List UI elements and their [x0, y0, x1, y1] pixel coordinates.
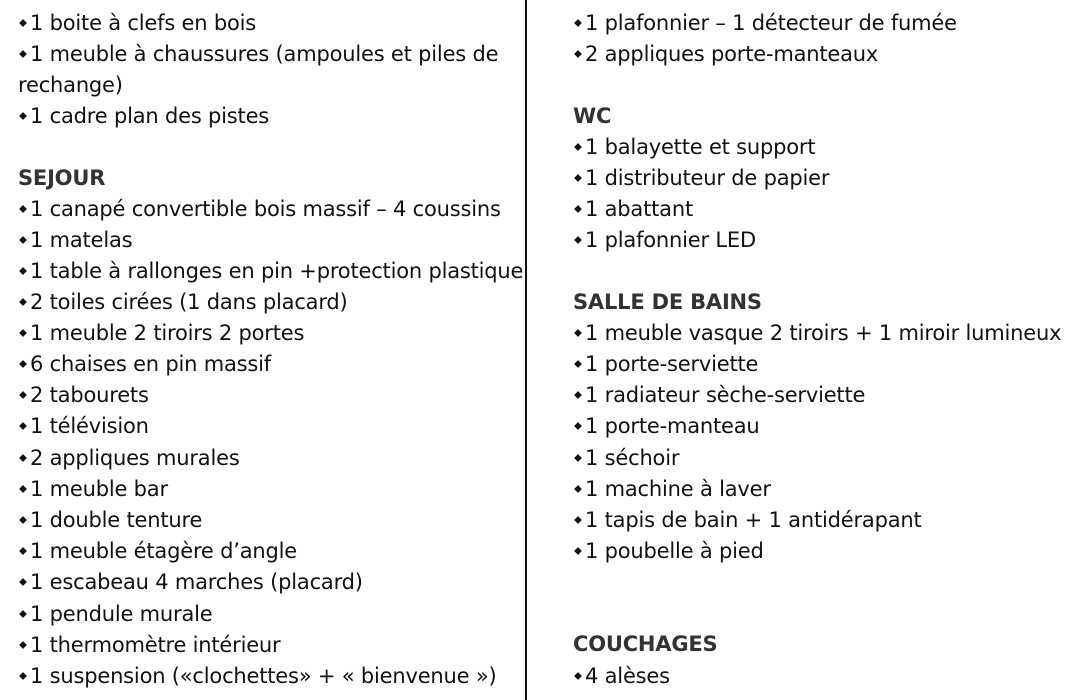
diamond-bullet-icon [574, 672, 582, 680]
item-text: 2 appliques porte-manteaux [585, 42, 879, 66]
left-list-item [18, 505, 202, 536]
left-list-item [18, 287, 348, 318]
left-list-item [18, 39, 498, 70]
left-list-item [18, 474, 168, 505]
diamond-bullet-icon [19, 298, 27, 306]
right-list-item [573, 163, 829, 194]
item-text: 4 alèses [585, 664, 670, 688]
item-text: 1 poubelle à pied [585, 539, 764, 563]
item-text: 1 séchoir [585, 446, 680, 470]
item-text: 1 abattant [585, 197, 693, 221]
item-text: 1 canapé convertible bois massif – 4 coussins [30, 197, 501, 221]
left-list-item [18, 411, 149, 442]
item-text: 1 meuble 2 tiroirs 2 portes [30, 321, 305, 345]
item-text: 1 distributeur de papier [585, 166, 830, 190]
left-list-item [18, 70, 123, 101]
diamond-bullet-icon [19, 329, 27, 337]
left-list-item [18, 567, 363, 598]
right-list-item [573, 225, 756, 256]
left-list-item [18, 661, 496, 692]
item-text: rechange) [18, 73, 123, 97]
left-list-item [18, 443, 240, 474]
left-list-item [18, 8, 256, 39]
diamond-bullet-icon [574, 547, 582, 555]
right-list-item [573, 8, 957, 39]
diamond-bullet-icon [19, 360, 27, 368]
item-text: 1 porte-manteau [585, 414, 760, 438]
left-section-heading [18, 163, 105, 194]
heading-text: SALLE DE BAINS [573, 290, 762, 314]
diamond-bullet-icon [19, 672, 27, 680]
item-text: 1 plafonnier LED [585, 228, 756, 252]
diamond-bullet-icon [19, 422, 27, 430]
right-list-item [573, 443, 679, 474]
right-list-item [573, 505, 922, 536]
item-text: 1 plafonnier – 1 détecteur de fumée [585, 11, 957, 35]
diamond-bullet-icon [574, 205, 582, 213]
right-list-item [573, 411, 760, 442]
diamond-bullet-icon [574, 19, 582, 27]
right-list-item [573, 380, 865, 411]
right-list-item [573, 349, 758, 380]
diamond-bullet-icon [19, 454, 27, 462]
column-divider [525, 0, 527, 700]
diamond-bullet-icon [574, 516, 582, 524]
item-text: 1 boite à clefs en bois [30, 11, 256, 35]
left-list-item [18, 380, 149, 411]
diamond-bullet-icon [574, 391, 582, 399]
right-list-item [573, 318, 1061, 349]
item-text: 1 meuble bar [30, 477, 168, 501]
heading-text: COUCHAGES [573, 632, 718, 656]
diamond-bullet-icon [19, 50, 27, 58]
item-text: 1 double tenture [30, 508, 203, 532]
heading-text: WC [573, 104, 612, 128]
left-list-item [18, 318, 304, 349]
heading-text: SEJOUR [18, 166, 106, 190]
right-list-item [573, 536, 764, 567]
diamond-bullet-icon [19, 485, 27, 493]
diamond-bullet-icon [19, 610, 27, 618]
diamond-bullet-icon [19, 641, 27, 649]
item-text: 1 balayette et support [585, 135, 816, 159]
diamond-bullet-icon [19, 205, 27, 213]
left-list-item [18, 630, 280, 661]
item-text: 1 radiateur sèche-serviette [585, 383, 866, 407]
item-text: 1 machine à laver [585, 477, 771, 501]
diamond-bullet-icon [19, 516, 27, 524]
right-list-item [573, 132, 815, 163]
left-list-item [18, 256, 523, 287]
diamond-bullet-icon [574, 143, 582, 151]
diamond-bullet-icon [19, 578, 27, 586]
left-list-item [18, 101, 269, 132]
diamond-bullet-icon [574, 360, 582, 368]
diamond-bullet-icon [19, 391, 27, 399]
item-text: 1 escabeau 4 marches (placard) [30, 570, 363, 594]
item-text: 2 toiles cirées (1 dans placard) [30, 290, 348, 314]
item-text: 1 meuble vasque 2 tiroirs + 1 miroir lumineux [585, 321, 1062, 345]
diamond-bullet-icon [574, 50, 582, 58]
item-text: 1 meuble étagère d’angle [30, 539, 297, 563]
left-list-item [18, 349, 271, 380]
item-text: 1 tapis de bain + 1 antidérapant [585, 508, 922, 532]
diamond-bullet-icon [19, 112, 27, 120]
diamond-bullet-icon [19, 547, 27, 555]
diamond-bullet-icon [574, 329, 582, 337]
diamond-bullet-icon [19, 267, 27, 275]
item-text: 1 table à rallonges en pin +protection plastique [30, 259, 524, 283]
left-list-item [18, 194, 501, 225]
diamond-bullet-icon [574, 174, 582, 182]
diamond-bullet-icon [19, 19, 27, 27]
item-text: 6 chaises en pin massif [30, 352, 271, 376]
right-section-heading [573, 287, 762, 318]
item-text: 1 suspension («clochettes» + « bienvenue ») [30, 664, 497, 688]
diamond-bullet-icon [574, 485, 582, 493]
right-list-item [573, 661, 670, 692]
diamond-bullet-icon [574, 422, 582, 430]
item-text: 1 cadre plan des pistes [30, 104, 270, 128]
left-list-item [18, 225, 132, 256]
item-text: 1 porte-serviette [585, 352, 759, 376]
item-text: 1 meuble à chaussures (ampoules et piles de [30, 42, 499, 66]
left-list-item [18, 536, 297, 567]
diamond-bullet-icon [574, 454, 582, 462]
item-text: 2 tabourets [30, 383, 149, 407]
right-section-heading [573, 101, 611, 132]
diamond-bullet-icon [19, 236, 27, 244]
item-text: 1 télévision [30, 414, 149, 438]
right-list-item [573, 39, 878, 70]
item-text: 1 matelas [30, 228, 133, 252]
item-text: 1 thermomètre intérieur [30, 633, 281, 657]
item-text: 2 appliques murales [30, 446, 240, 470]
item-text: 1 pendule murale [30, 602, 213, 626]
left-list-item [18, 599, 213, 630]
right-list-item [573, 474, 771, 505]
right-section-heading [573, 629, 717, 660]
right-list-item [573, 194, 693, 225]
diamond-bullet-icon [574, 236, 582, 244]
